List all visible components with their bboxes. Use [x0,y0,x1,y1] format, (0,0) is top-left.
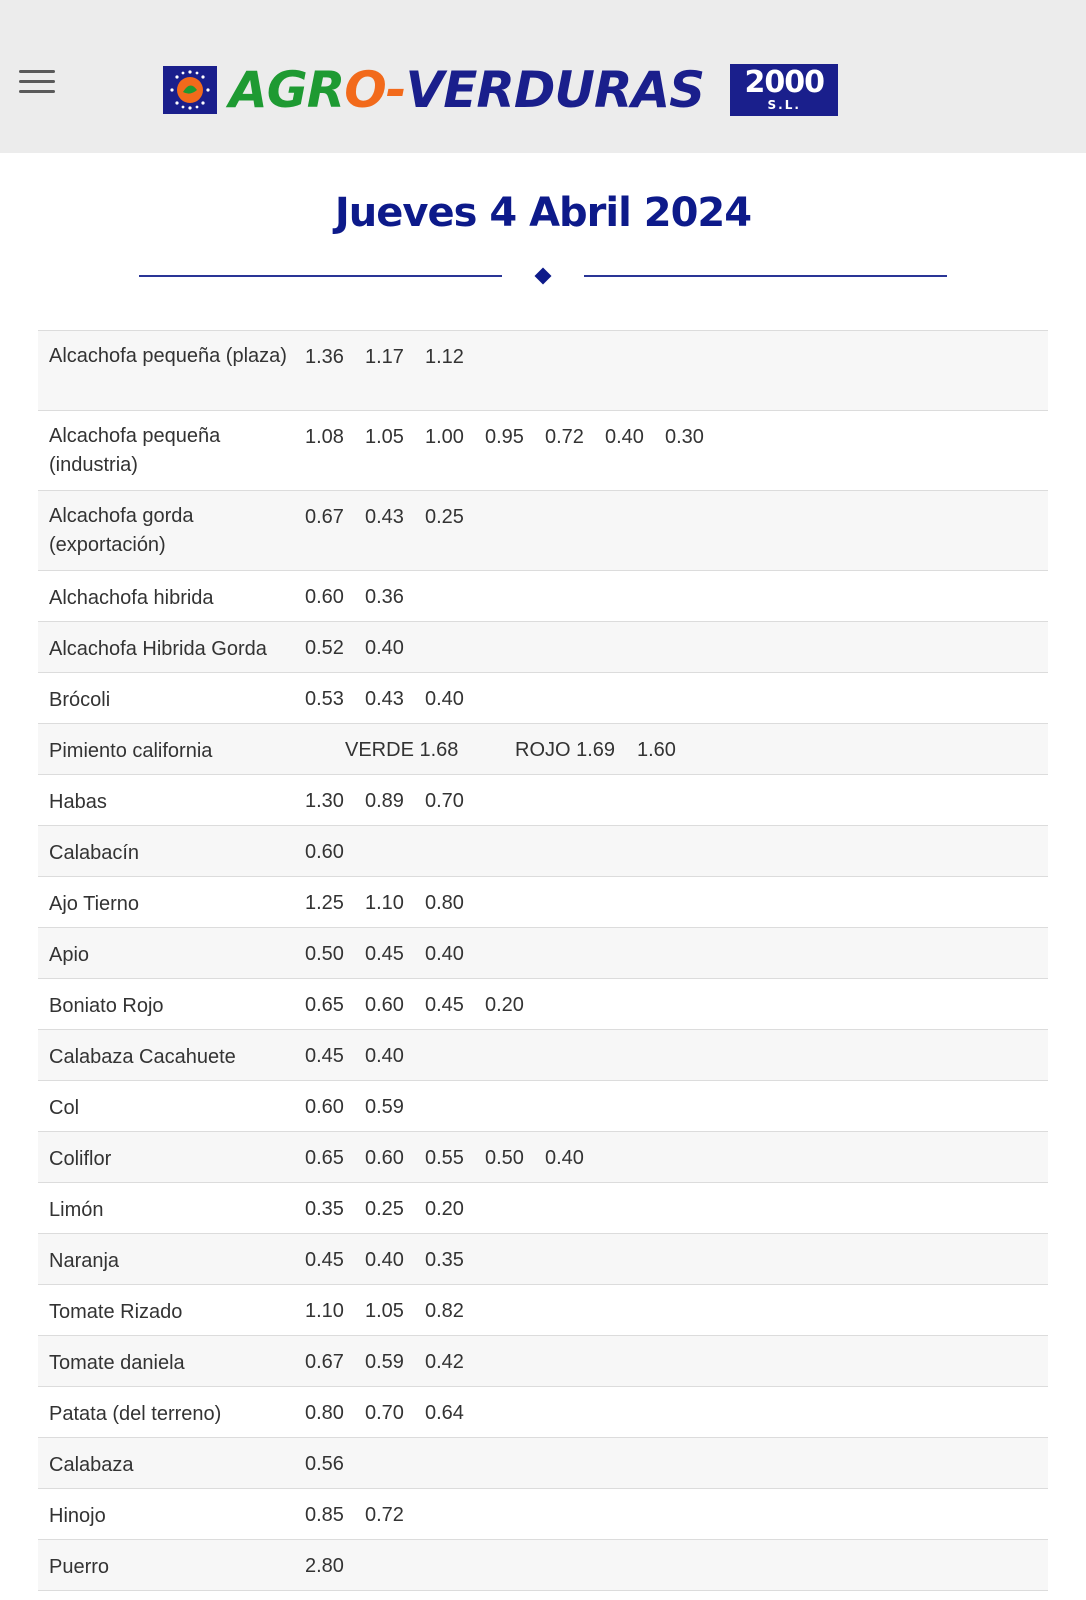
product-prices [305,839,365,866]
price-value: 0.42 [425,1351,464,1373]
price-value: 0.67 [305,506,344,528]
price-value: 0.40 [365,637,404,659]
product-name: Col [49,1097,80,1119]
price-value: 2.80 [305,1555,344,1577]
price-value: 0.25 [365,1198,404,1220]
price-value: 0.25 [425,506,464,528]
price-value: 0.60 [365,994,404,1016]
price-value: 1.60 [637,739,676,761]
price-value: 0.30 [665,426,704,448]
price-value: 0.80 [305,1402,344,1424]
logo-text-o: O [344,61,386,119]
product-prices [305,1349,485,1376]
product-name: Tomate Rizado [49,1301,183,1323]
product-name: Apio [49,944,90,966]
price-value: 0.72 [545,426,584,448]
price-value: 0.70 [425,790,464,812]
table-row [38,928,1048,979]
logo-text-verduras: VERDURAS [405,61,705,119]
product-prices [305,344,485,371]
price-value: 1.08 [305,426,344,448]
table-row [38,877,1048,928]
price-value: 0.45 [365,943,404,965]
product-prices [305,1196,485,1223]
product-name: Alcachofa pequeña (plaza) [49,345,287,367]
logo-2000-text: 2000 [744,65,824,100]
price-value: 0.35 [425,1249,464,1271]
product-prices [305,890,485,917]
price-value: 0.40 [425,943,464,965]
hamburger-menu-icon[interactable] [19,70,55,96]
price-value: 0.60 [305,841,344,863]
table-row [38,491,1048,571]
table-row [38,724,1048,775]
price-value: 0.56 [305,1453,344,1475]
price-value: 0.20 [425,1198,464,1220]
product-prices [305,1043,425,1070]
price-value: 0.40 [365,1045,404,1067]
price-value: 0.59 [365,1351,404,1373]
product-prices [305,635,425,662]
product-name: Coliflor [49,1148,112,1170]
price-value: 0.85 [305,1504,344,1526]
title-divider-left [139,275,502,277]
table-row [38,1081,1048,1132]
table-row [38,775,1048,826]
price-value: 0.95 [485,426,524,448]
price-value: 1.00 [425,426,464,448]
product-name: Brócoli [49,689,111,711]
product-name: Patata (del terreno) [49,1403,222,1425]
product-name: Pimiento california [49,740,213,762]
product-prices [305,584,425,611]
price-value: 1.25 [305,892,344,914]
product-name: Limón [49,1199,104,1221]
product-name: Alcachofa Hibrida Gorda [49,638,267,660]
price-value: 0.80 [425,892,464,914]
price-value: 0.52 [305,637,344,659]
product-prices [305,1400,485,1427]
price-value: 1.36 [305,346,344,368]
logo-emblem-icon [163,66,217,114]
price-value: 0.40 [605,426,644,448]
agro-verduras-logo[interactable] [163,60,838,120]
price-value: 0.53 [305,688,344,710]
table-row [38,1285,1048,1336]
product-prices [305,1094,425,1121]
table-row [38,571,1048,622]
page-title: Jueves 4 Abril 2024 [334,190,752,236]
price-value: 0.64 [425,1402,464,1424]
table-row [38,1183,1048,1234]
table-row [38,1540,1048,1591]
table-row [38,1030,1048,1081]
product-prices [305,788,485,815]
price-value: 0.43 [365,688,404,710]
title-divider-right [584,275,947,277]
product-prices [305,1553,365,1580]
divider-diamond-icon [535,268,552,285]
price-value: VERDE 1.68 [345,739,459,761]
table-row [38,1438,1048,1489]
table-row [38,622,1048,673]
product-name: Alchachofa hibrida [49,587,214,609]
price-value: 0.40 [545,1147,584,1169]
product-name: Calabaza Cacahuete [49,1046,236,1068]
price-value: 0.40 [365,1249,404,1271]
product-prices [305,1451,365,1478]
table-row [38,1336,1048,1387]
price-value: ROJO 1.69 [515,739,616,761]
price-value: 0.67 [305,1351,344,1373]
price-value: 0.45 [305,1045,344,1067]
table-row [38,1387,1048,1438]
table-row [38,1234,1048,1285]
price-value: 0.65 [305,994,344,1016]
price-value: 0.45 [425,994,464,1016]
product-name: Puerro [49,1556,110,1578]
table-row [38,979,1048,1030]
product-name: Calabacín [49,842,140,864]
product-name: Tomate daniela [49,1352,185,1374]
price-value: 1.30 [305,790,344,812]
table-row [38,826,1048,877]
price-value: 0.20 [485,994,524,1016]
table-row [38,673,1048,724]
product-prices [305,1502,425,1529]
price-value: 0.82 [425,1300,464,1322]
table-row [38,1489,1048,1540]
price-value: 0.43 [365,506,404,528]
price-value: 0.65 [305,1147,344,1169]
price-table [38,330,1048,1591]
price-value: 0.60 [305,586,344,608]
table-row [38,411,1048,491]
price-value: 0.45 [305,1249,344,1271]
price-value: 0.72 [365,1504,404,1526]
price-value: 1.05 [365,1300,404,1322]
price-value: 0.59 [365,1096,404,1118]
price-value: 0.35 [305,1198,344,1220]
price-value: 0.50 [305,943,344,965]
product-prices [305,1145,605,1172]
logo-2000-badge [730,64,838,116]
price-value: 0.36 [365,586,404,608]
site-header [0,0,1086,153]
product-name: Habas [49,791,107,813]
price-value: 0.89 [365,790,404,812]
logo-text-dash: - [385,61,406,119]
product-name: Alcachofa pequeña (industria) [49,425,221,476]
product-name: Calabaza [49,1454,134,1476]
product-prices [305,941,485,968]
price-value: 0.55 [425,1147,464,1169]
logo-text-agr: AGR [229,61,345,119]
price-value: 0.60 [365,1147,404,1169]
price-value: 1.12 [425,346,464,368]
product-prices [305,504,485,531]
product-prices [305,686,485,713]
logo-sl-text: S.L. [767,98,801,112]
price-value: 1.10 [305,1300,344,1322]
product-name: Naranja [49,1250,120,1272]
product-prices [305,1298,485,1325]
price-value: 1.17 [365,346,404,368]
price-value: 0.40 [425,688,464,710]
price-value: 0.70 [365,1402,404,1424]
price-value: 1.05 [365,426,404,448]
product-name: Boniato Rojo [49,995,164,1017]
product-prices [345,737,676,764]
product-name: Hinojo [49,1505,106,1527]
product-prices [305,424,725,451]
price-value: 0.50 [485,1147,524,1169]
price-value: 0.60 [305,1096,344,1118]
product-name: Ajo Tierno [49,893,140,915]
table-row [38,1132,1048,1183]
price-value: 1.10 [365,892,404,914]
product-name: Alcachofa gorda (exportación) [49,505,194,556]
table-row [38,331,1048,411]
product-prices [305,992,545,1019]
product-prices [305,1247,485,1274]
